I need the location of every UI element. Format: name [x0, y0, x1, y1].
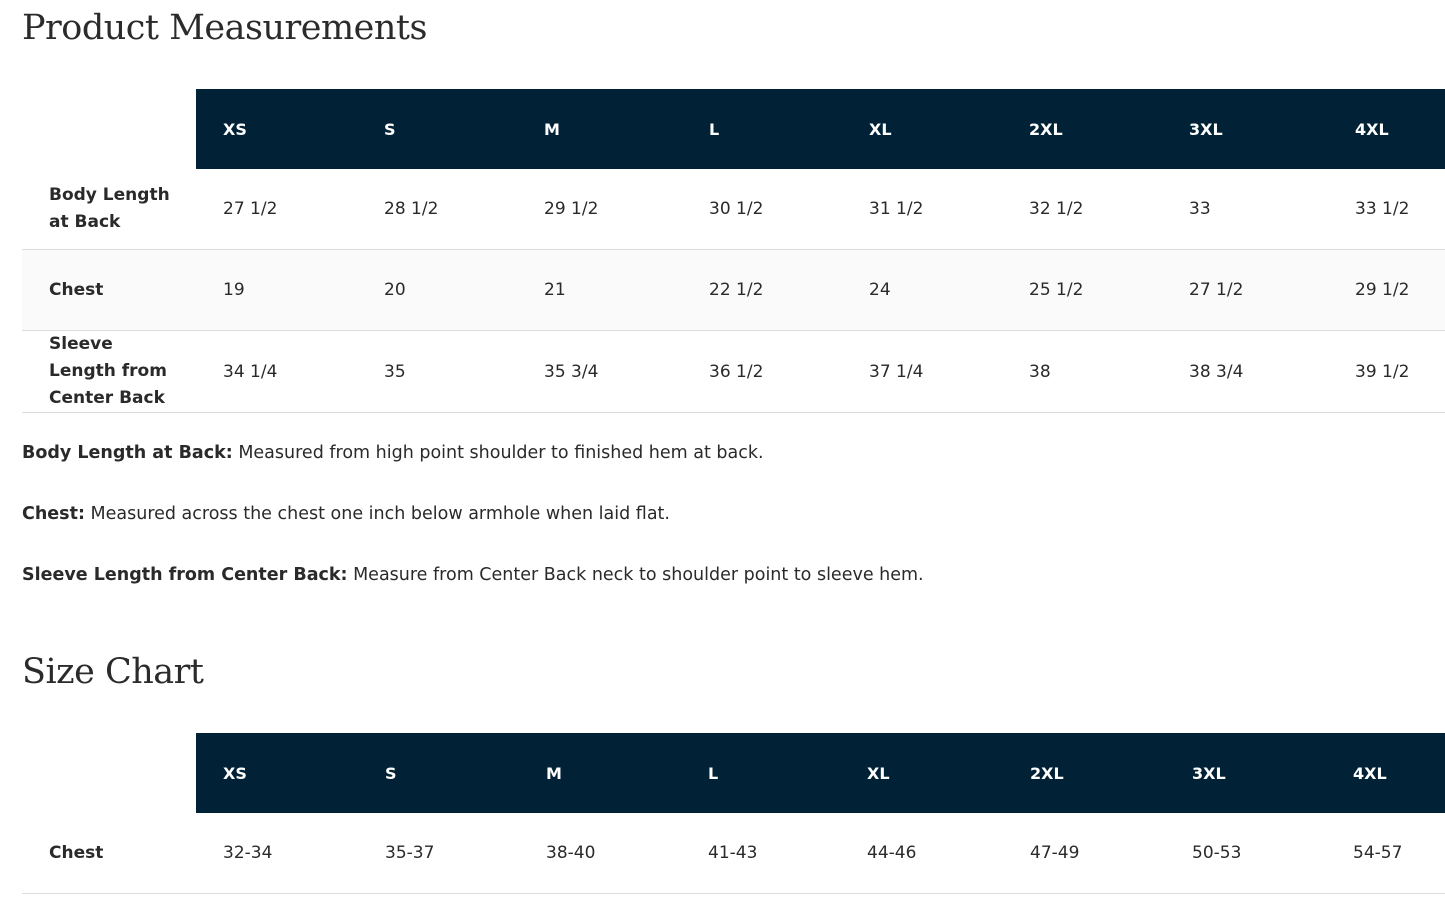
size-header-xs: XS [196, 89, 357, 169]
table-row-chest [22, 813, 1445, 894]
note-text: Measured across the chest one inch below armhole when laid flat. [84, 504, 670, 524]
table-cell: 29 1/2 [1328, 250, 1445, 331]
table-row-chest [22, 250, 1445, 331]
table-cell: 33 1/2 [1328, 169, 1445, 250]
table-cell: 27 1/2 [1162, 250, 1328, 331]
size-chart-table [22, 733, 1445, 894]
table-cell: 35-37 [358, 813, 519, 894]
size-header-m: M [519, 733, 681, 813]
note-text: Measure from Center Back neck to shoulder point to sleeve hem. [347, 565, 924, 585]
note-body-length [22, 440, 1422, 501]
table-cell: 22 1/2 [682, 250, 842, 331]
table-cell: 50-53 [1165, 813, 1326, 894]
note-term: Chest: [22, 504, 85, 524]
table-cell: 19 [196, 250, 357, 331]
size-header-l: L [681, 733, 840, 813]
row-label: Body Length at Back [22, 169, 196, 250]
size-header-l: L [682, 89, 842, 169]
note-sleeve-length [22, 562, 1422, 623]
size-chart-title: Size Chart [22, 652, 204, 692]
table-cell: 38-40 [519, 813, 681, 894]
header-corner-cell [22, 733, 196, 813]
table-cell: 32-34 [196, 813, 358, 894]
size-header-s: S [357, 89, 517, 169]
table-cell: 38 [1002, 331, 1162, 413]
size-header-xs: XS [196, 733, 358, 813]
table-cell: 33 [1162, 169, 1328, 250]
header-corner-cell [22, 89, 196, 169]
table-cell: 41-43 [681, 813, 840, 894]
table-cell: 28 1/2 [357, 169, 517, 250]
size-header-xl: XL [842, 89, 1002, 169]
note-term: Sleeve Length from Center Back: [22, 565, 348, 585]
measurement-notes [22, 440, 1422, 623]
table-cell: 39 1/2 [1328, 331, 1445, 413]
size-header-3xl: 3XL [1165, 733, 1326, 813]
table-cell: 37 1/4 [842, 331, 1002, 413]
measurements-header-row [22, 89, 1445, 169]
table-cell: 20 [357, 250, 517, 331]
table-cell: 27 1/2 [196, 169, 357, 250]
table-cell: 32 1/2 [1002, 169, 1162, 250]
size-header-s: S [358, 733, 519, 813]
table-cell: 38 3/4 [1162, 331, 1328, 413]
table-cell: 25 1/2 [1002, 250, 1162, 331]
note-chest [22, 501, 1422, 562]
row-label: Chest [22, 250, 196, 331]
size-header-m: M [517, 89, 682, 169]
table-cell: 31 1/2 [842, 169, 1002, 250]
table-cell: 35 [357, 331, 517, 413]
table-cell: 21 [517, 250, 682, 331]
note-term: Body Length at Back: [22, 443, 233, 463]
row-label: Sleeve Length from Center Back [22, 331, 196, 413]
table-cell: 30 1/2 [682, 169, 842, 250]
size-chart-header-row [22, 733, 1445, 813]
table-cell: 54-57 [1326, 813, 1445, 894]
size-header-2xl: 2XL [1002, 89, 1162, 169]
table-cell: 44-46 [840, 813, 1003, 894]
table-cell: 29 1/2 [517, 169, 682, 250]
size-header-3xl: 3XL [1162, 89, 1328, 169]
table-cell: 36 1/2 [682, 331, 842, 413]
table-row-sleeve-length [22, 331, 1445, 413]
size-header-4xl: 4XL [1326, 733, 1445, 813]
table-row-body-length [22, 169, 1445, 250]
measurements-title: Product Measurements [22, 8, 427, 48]
size-header-2xl: 2XL [1003, 733, 1165, 813]
note-text: Measured from high point shoulder to finished hem at back. [232, 443, 764, 463]
size-header-4xl: 4XL [1328, 89, 1445, 169]
table-cell: 24 [842, 250, 1002, 331]
measurements-table [22, 89, 1445, 413]
row-label: Chest [22, 813, 196, 894]
table-cell: 34 1/4 [196, 331, 357, 413]
size-header-xl: XL [840, 733, 1003, 813]
table-cell: 47-49 [1003, 813, 1165, 894]
table-cell: 35 3/4 [517, 331, 682, 413]
